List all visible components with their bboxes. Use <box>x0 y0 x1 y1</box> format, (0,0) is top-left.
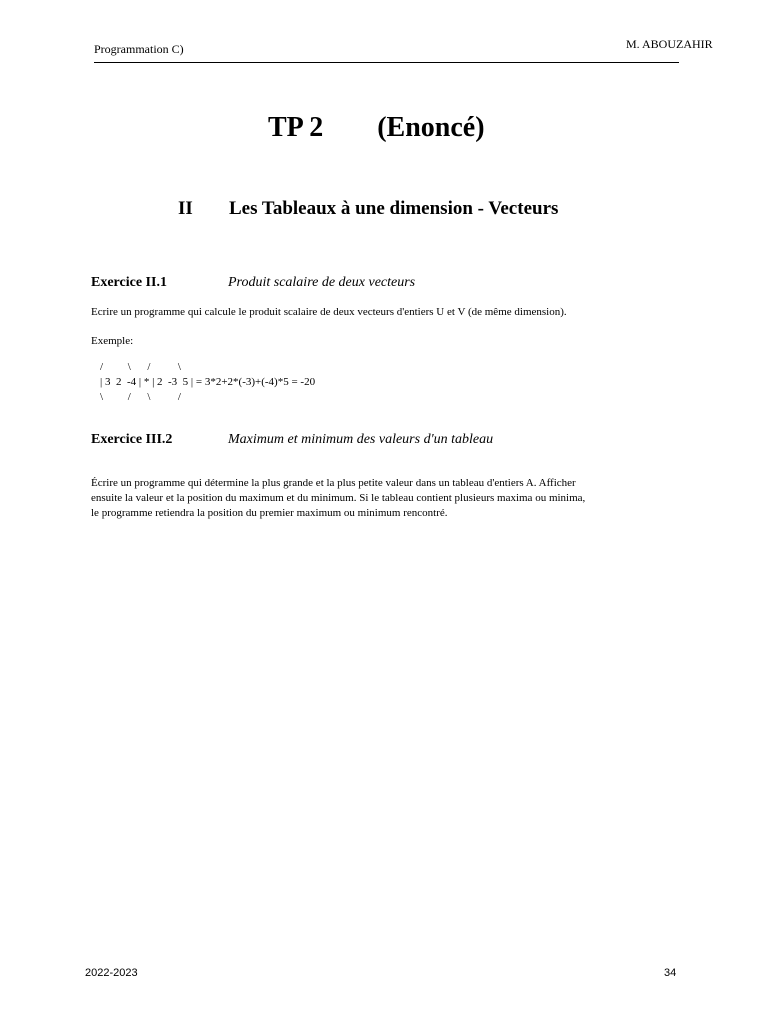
exercise-2-title: Exercice III.2 <box>91 432 173 447</box>
example-line-middle: | 3 2 -4 | * | 2 -3 5 | = 3*2+2*(-3)+(-4)*5 = -20 <box>100 376 316 388</box>
footer-year: 2022-2023 <box>85 967 138 979</box>
header-rule <box>94 62 679 63</box>
tp-number: TP 2 <box>268 112 324 143</box>
section-number: II <box>178 198 193 219</box>
example-line-top: / \ / \ <box>100 361 181 373</box>
exercise-2-subtitle: Maximum et minimum des valeurs d'un tableau <box>228 432 494 447</box>
exercise-2-statement-line-3: le programme retiendra la position du premier maximum ou minimum rencontré. <box>91 507 448 519</box>
exercise-2-statement-line-2: ensuite la valeur et la position du maximum et du minimum. Si le tableau contient plusieurs maxima ou minima, <box>91 492 586 504</box>
header-course: Programmation C) <box>94 42 184 56</box>
exercise-1-statement: Ecrire un programme qui calcule le produit scalaire de deux vecteurs d'entiers U et V (de même dimension). <box>91 306 567 318</box>
page-title <box>268 112 485 144</box>
exercise-1-subtitle: Produit scalaire de deux vecteurs <box>228 275 416 290</box>
section-name: Les Tableaux à une dimension - Vecteurs <box>229 198 559 219</box>
header-author: M. ABOUZAHIR <box>626 37 713 51</box>
exercise-1-title: Exercice II.1 <box>91 275 167 290</box>
example-label: Exemple: <box>91 335 134 347</box>
tp-label: (Enoncé) <box>377 112 485 143</box>
section-title <box>178 198 558 220</box>
exercise-2-statement-line-1: Écrire un programme qui détermine la plus grande et la plus petite valeur dans un tableau d'entiers A. Afficher <box>91 477 576 489</box>
page-number: 34 <box>664 967 677 979</box>
example-line-bottom: \ / \ / <box>100 391 181 403</box>
